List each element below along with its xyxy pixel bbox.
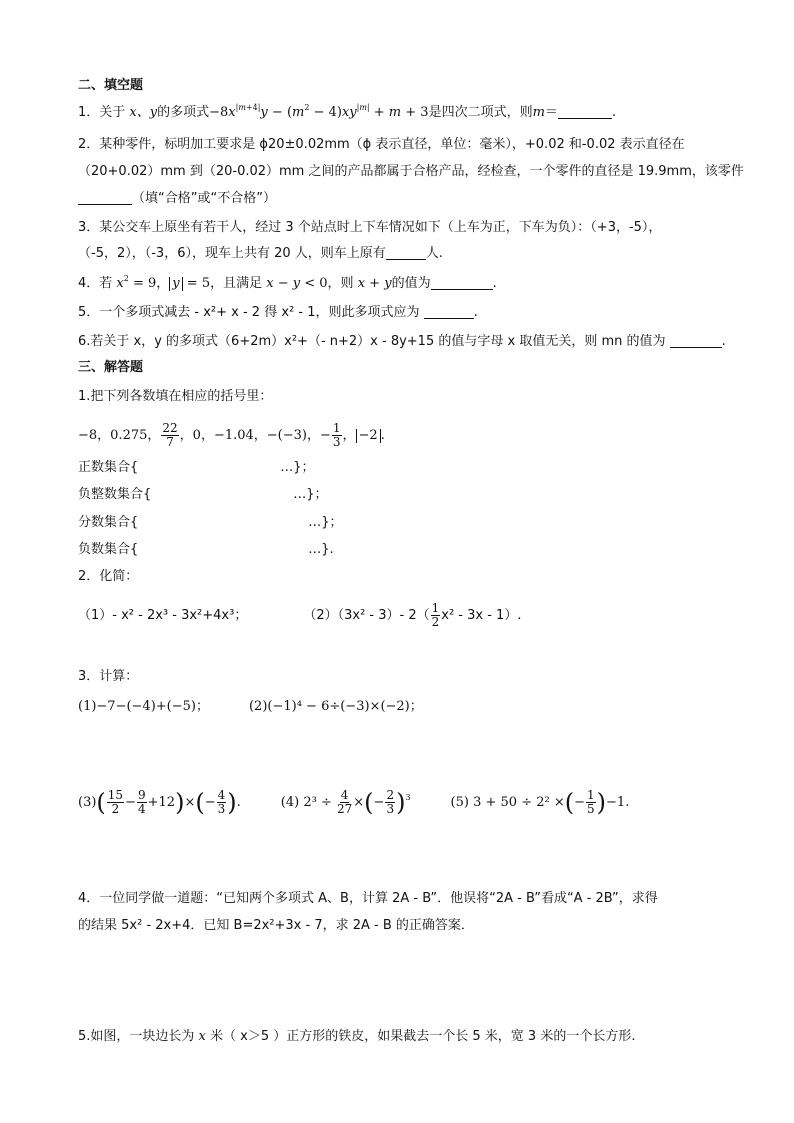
problem-3-title: 3．计算： bbox=[78, 669, 139, 684]
answer-blank[interactable] bbox=[386, 245, 426, 260]
answer-blank[interactable] bbox=[78, 190, 132, 205]
question-5: 5．一个多项式减去 - x²+ x - 2 得 x² - 1，则此多项式应为 . bbox=[78, 305, 478, 320]
polynomial-expression: $-8x^{|m+4|}y - (m^2 - 4)xy^{|m|} + m + 3$ bbox=[209, 103, 429, 120]
problem-2-parts: （1）- x² - 2x³ - 3x²+4x³； （2）（3x² - 3）- 2（ $\frac{1}{2}$ x² - 3x - 1）. bbox=[78, 601, 522, 629]
set-negative-integer: 负整数集合{ …}； bbox=[78, 487, 328, 502]
problem-1-title: 1.把下列各数填在相应的括号里： bbox=[78, 389, 273, 404]
problem-5: 5.如图，一块边长为 x 米（ x＞5 ）正方形的铁皮，如果截去一个长 5 米，宽 3 米的一个长方形. bbox=[78, 1029, 636, 1044]
answer-blank[interactable] bbox=[670, 333, 722, 348]
set-positive: 正数集合{ …}； bbox=[78, 460, 315, 475]
question-6: 6.若关于 x，y 的多项式（6+2m）x²+（- n+2）x - 8y+15 的值与字母 x 取值无关，则 mn 的值为 . bbox=[78, 334, 726, 349]
number-list: −8，0.275， $\frac{22}{7}$ ，0，−1.04，−(−3)，− $\frac{1}{3}$ ， −2 . bbox=[78, 421, 385, 449]
problem-4-line-2: 的结果 5x² - 2x+4．已知 B=2x²+3x - 7，求 2A - B 的正确答案． bbox=[78, 918, 474, 933]
fill-heading: 二、填空题 bbox=[78, 78, 144, 93]
answer-blank[interactable] bbox=[424, 304, 474, 319]
calc-row-2: (3)( $\frac{15}{2}$ − $\frac{9}{4}$ +12)×(− $\frac{4}{3}$ ). (4) 2³ ÷ $\frac{4}{27}$ ×(− $\frac{2}{3}$ )$^3$ (5) 3 + 50 ÷ 2² ×(− $\frac{1}{5}$ )−1. bbox=[78, 788, 630, 817]
question-2-line-2: （20+0.02）mm 到（20-0.02）mm 之间的产品都属于合格产品，经检查，一个零件的直径是 19.9mm，该零件 bbox=[78, 164, 744, 179]
question-2-line-1: 2．某种零件，标明加工要求是 ϕ20±0.02mm（ϕ 表示直径，单位：毫米），+0.02 和-0.02 表示直径在 bbox=[78, 137, 685, 152]
set-negative: 负数集合{ …}. bbox=[78, 542, 334, 557]
question-3-line-1: 3．某公交车上原坐有若干人，经过 3 个站点时上下车情况如下（上车为正，下车为负）：（+3，-5）， bbox=[78, 220, 662, 235]
solve-heading: 三、解答题 bbox=[78, 360, 144, 375]
problem-2-title: 2．化简： bbox=[78, 569, 139, 584]
question-1: 1．关于 x、y的多项式$-8x^{|m+4|}y - (m^2 - 4)xy^{|m|} + m + 3$是四次二项式，则m＝ . bbox=[78, 103, 617, 120]
question-4: 4．若 $x^2 = 9$， y = 5，且满足 x − y < 0，则 x + y的值为 . bbox=[78, 274, 497, 291]
calc-row-1: (1)−7−(−4)+(−5)； (2)(−1)⁴ − 6÷(−3)×(−2)； bbox=[78, 699, 423, 714]
question-3-line-2: （-5，2），（-3，6），现车上共有 20 人，则车上原有 人. bbox=[78, 246, 443, 261]
answer-blank[interactable] bbox=[431, 275, 493, 290]
problem-4-line-1: 4．一位同学做一道题：“已知两个多项式 A、B，计算 2A - B”．他误将“2A - B”看成“A - 2B”，求得 bbox=[78, 891, 658, 906]
answer-blank[interactable] bbox=[558, 104, 612, 119]
question-2-line-3: （填“合格”或“不合格”） bbox=[78, 189, 276, 209]
set-fraction: 分数集合{ …}； bbox=[78, 515, 343, 530]
